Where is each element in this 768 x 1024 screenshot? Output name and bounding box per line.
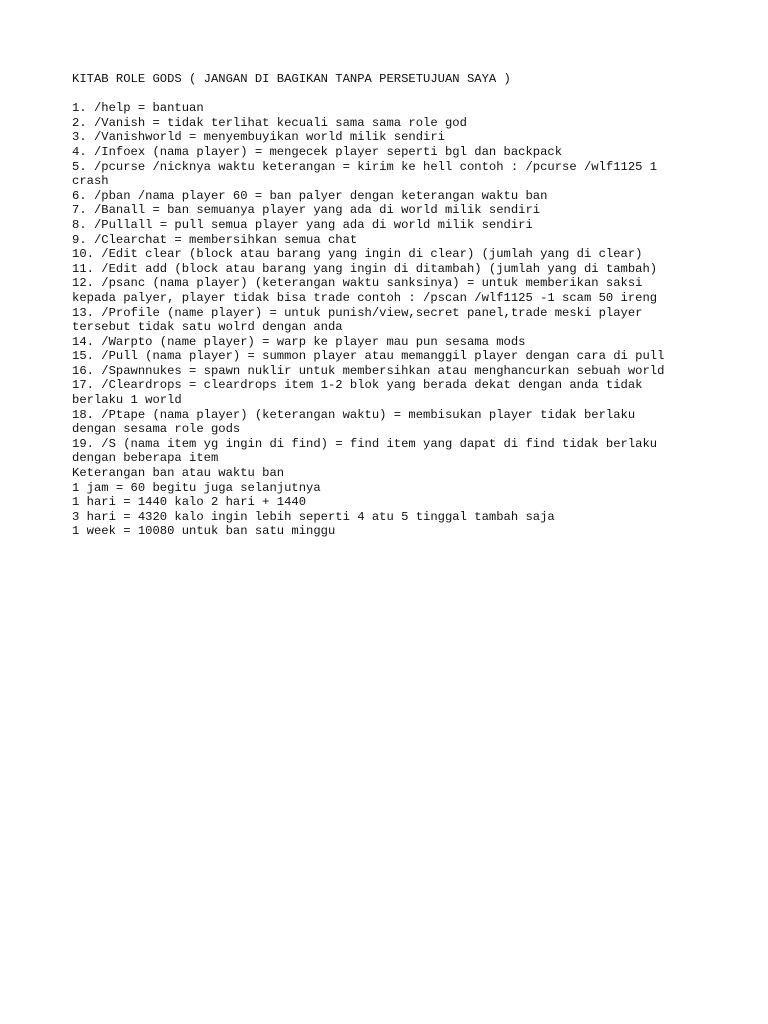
document-line: 10. /Edit clear (block atau barang yang ingin di clear) (jumlah yang di clear) bbox=[72, 247, 643, 262]
document-line: Keterangan ban atau waktu ban bbox=[72, 466, 285, 481]
document-line: 1 jam = 60 begitu juga selanjutnya bbox=[72, 480, 321, 495]
document-line: 4. /Infoex (nama player) = mengecek player seperti bgl dan backpack bbox=[72, 144, 563, 159]
document-line: 18. /Ptape (nama player) (keterangan waktu) = membisukan player tidak berlaku dengan sesama role gods bbox=[72, 407, 636, 437]
document-line: 15. /Pull (nama player) = summon player atau memanggil player dengan cara di pull bbox=[72, 349, 665, 364]
document-title: KITAB ROLE GODS ( JANGAN DI BAGIKAN TANPA PERSETUJUAN SAYA ) bbox=[72, 72, 511, 86]
document-line: 5. /pcurse /nicknya waktu keterangan = kirim ke hell contoh : /pcurse /wlf1125 1 crash bbox=[72, 159, 658, 189]
document-line: 1 hari = 1440 kalo 2 hari + 1440 bbox=[72, 495, 307, 510]
document-line: 3. /Vanishworld = menyembuyikan world milik sendiri bbox=[72, 130, 445, 145]
document-line: 19. /S (nama item yg ingin di find) = find item yang dapat di find tidak berlaku dengan beberapa item bbox=[72, 436, 658, 466]
document-line: 7. /Banall = ban semuanya player yang ada di world milik sendiri bbox=[72, 203, 541, 218]
document-line: 8. /Pullall = pull semua player yang ada di world milik sendiri bbox=[72, 217, 533, 232]
document-line: 9. /Clearchat = membersihkan semua chat bbox=[72, 232, 358, 247]
document-page bbox=[72, 72, 712, 539]
document-line: 2. /Vanish = tidak terlihat kecuali sama sama role god bbox=[72, 115, 467, 130]
document-line: 16. /Spawnnukes = spawn nuklir untuk membersihkan atau menghancurkan sebuah world bbox=[72, 363, 665, 378]
document-line: 14. /Warpto (name player) = warp ke player mau pun sesama mods bbox=[72, 334, 526, 349]
document-line: 11. /Edit add (block atau barang yang ingin di ditambah) (jumlah yang di tambah) bbox=[72, 261, 658, 276]
document-line: 13. /Profile (name player) = untuk punish/view,secret panel,trade meski player tersebut tidak satu wolrd dengan anda bbox=[72, 305, 643, 335]
document-line: 17. /Cleardrops = cleardrops item 1-2 blok yang berada dekat dengan anda tidak berlaku 1 world bbox=[72, 378, 643, 408]
document-line: 1 week = 10080 untuk ban satu minggu bbox=[72, 524, 336, 539]
document-line: 6. /pban /nama player 60 = ban palyer dengan keterangan waktu ban bbox=[72, 188, 548, 203]
document-line: 1. /help = bantuan bbox=[72, 101, 204, 116]
document-line: 3 hari = 4320 kalo ingin lebih seperti 4 atu 5 tinggal tambah saja bbox=[72, 509, 555, 524]
document-line: 12. /psanc (nama player) (keterangan waktu sanksinya) = untuk memberikan saksi kepada palyer, player tidak bisa trade contoh : /pscan /wlf1125 -1 scam 50 ireng bbox=[72, 276, 658, 305]
